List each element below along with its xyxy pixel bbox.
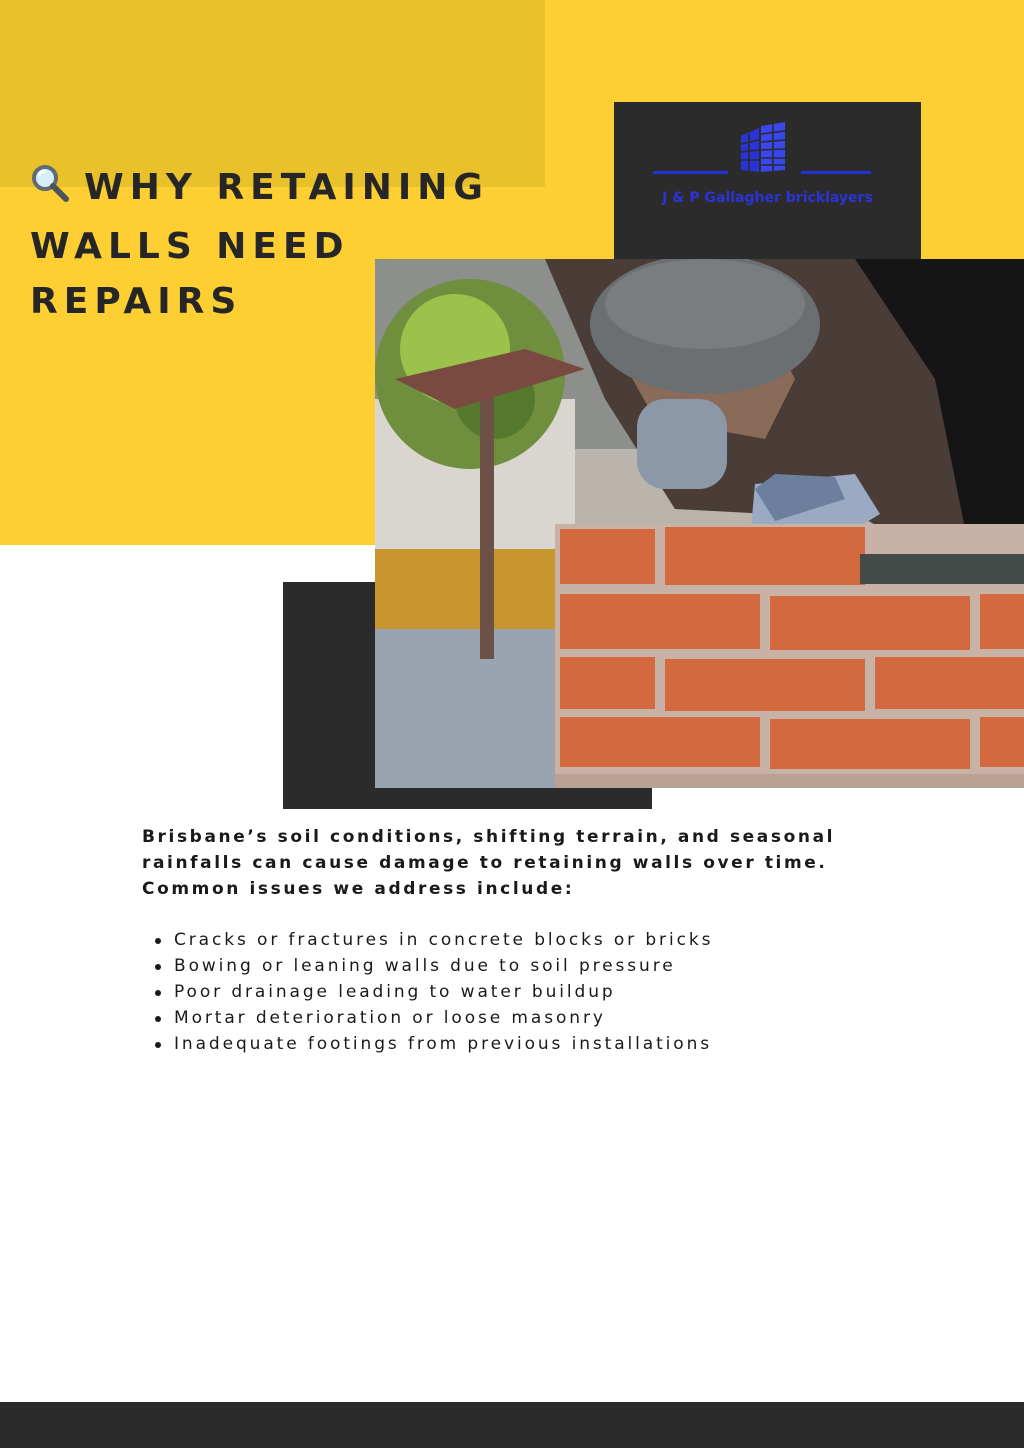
- bricklayer-photo: [375, 259, 1024, 788]
- company-logo: [614, 102, 921, 262]
- list-item: Inadequate footings from previous installations: [142, 1031, 902, 1057]
- magnifying-glass-icon: [30, 163, 70, 219]
- list-item: Poor drainage leading to water buildup: [142, 979, 902, 1005]
- footer-bar: [0, 1402, 1024, 1448]
- intro-paragraph: Brisbane’s soil conditions, shifting terrain, and seasonal rainfalls can cause damage to retaining walls over time. Common issues we address include:: [142, 827, 836, 899]
- list-item: Cracks or fractures in concrete blocks or bricks: [142, 927, 902, 953]
- list-item: Mortar deterioration or loose masonry: [142, 1005, 902, 1031]
- logo-line-right: [801, 171, 871, 174]
- yellow-accent-block: [0, 0, 545, 187]
- logo-line-left: [653, 171, 728, 174]
- logo-text: J & P Gallagher bricklayers: [662, 190, 873, 206]
- brick-building-icon: [737, 120, 789, 174]
- list-item: Bowing or leaning walls due to soil pressure: [142, 953, 902, 979]
- page-title-text: WHY RETAINING WALLS NEED REPAIRS: [30, 167, 489, 322]
- issues-list: [142, 927, 902, 1057]
